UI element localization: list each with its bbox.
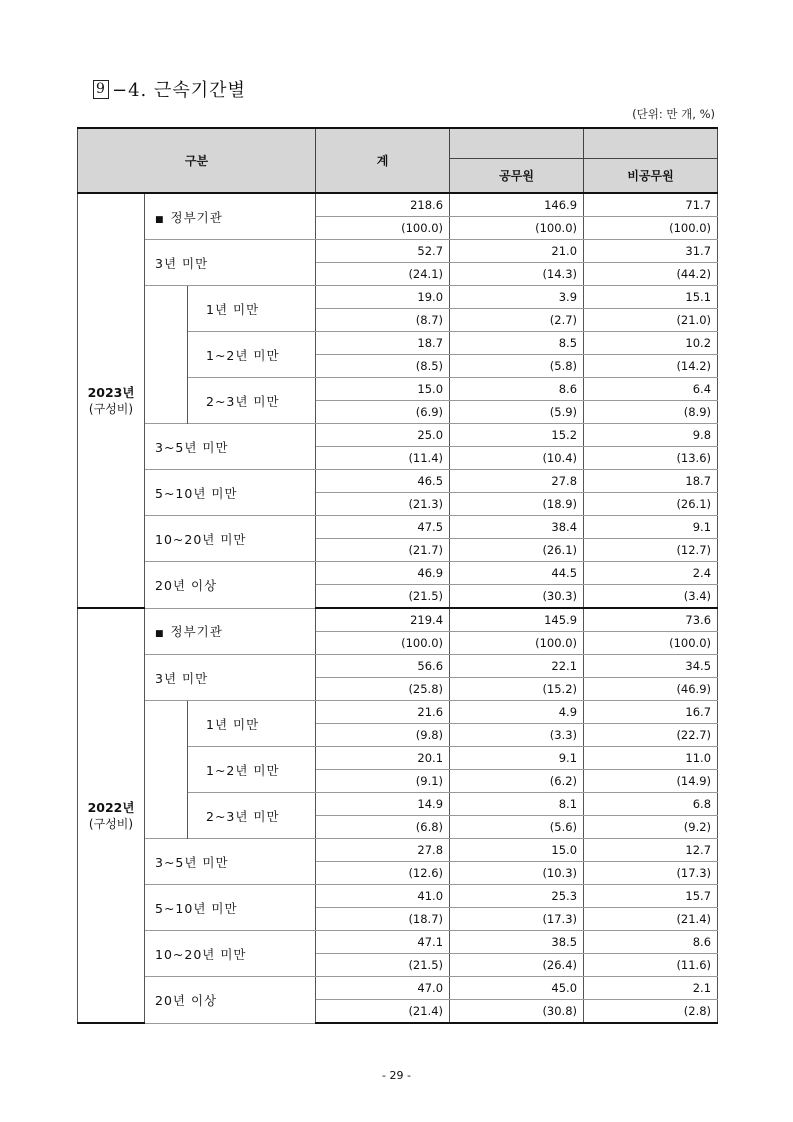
share-cell: (6.2) <box>450 770 584 793</box>
share-cell: (11.4) <box>316 447 450 470</box>
value-cell: 8.1 <box>450 793 584 816</box>
row-label-text: 20년 이상 <box>155 992 218 1008</box>
share-cell: (26.4) <box>450 954 584 977</box>
row-label <box>145 977 316 1024</box>
row-label <box>145 240 316 286</box>
value-cell: 2.1 <box>584 977 718 1000</box>
table-row <box>78 655 718 678</box>
value-cell: 8.6 <box>584 931 718 954</box>
value-cell: 6.4 <box>584 378 718 401</box>
value-cell: 27.8 <box>316 839 450 862</box>
table-row <box>78 424 718 447</box>
share-cell: (100.0) <box>584 217 718 240</box>
year-label: 2023년 <box>87 384 135 400</box>
share-cell: (25.8) <box>316 678 450 701</box>
value-cell: 27.8 <box>450 470 584 493</box>
share-cell: (5.8) <box>450 355 584 378</box>
value-cell: 18.7 <box>584 470 718 493</box>
header-category: 구분 <box>78 128 316 193</box>
row-label <box>145 562 316 609</box>
row-label <box>145 193 316 240</box>
year-cell <box>78 193 145 608</box>
square-bullet-icon: ■ <box>155 214 165 225</box>
section-title <box>93 76 246 102</box>
row-label <box>145 470 316 516</box>
share-cell: (5.6) <box>450 816 584 839</box>
share-cell: (8.7) <box>316 309 450 332</box>
row-label-text: 1년 미만 <box>206 716 260 732</box>
share-cell: (9.1) <box>316 770 450 793</box>
year-share-note: (구성비) <box>88 401 134 416</box>
row-label <box>145 655 316 701</box>
share-cell: (21.5) <box>316 954 450 977</box>
value-cell: 15.7 <box>584 885 718 908</box>
share-cell: (26.1) <box>450 539 584 562</box>
table-row <box>78 516 718 539</box>
share-cell: (21.3) <box>316 493 450 516</box>
value-cell: 9.1 <box>584 516 718 539</box>
page-number: - 29 - <box>382 1069 411 1082</box>
table-row <box>78 470 718 493</box>
share-cell: (17.3) <box>584 862 718 885</box>
value-cell: 73.6 <box>584 608 718 632</box>
indent-cell <box>145 286 188 424</box>
row-label-text: 5~10년 미만 <box>155 900 238 916</box>
value-cell: 15.2 <box>450 424 584 447</box>
share-cell: (22.7) <box>584 724 718 747</box>
header-public: 공무원 <box>450 159 584 194</box>
section-title-text: −4. 근속기간별 <box>112 80 246 101</box>
row-label-text: 5~10년 미만 <box>155 485 238 501</box>
table-row <box>78 562 718 585</box>
value-cell: 31.7 <box>584 240 718 263</box>
header-nonpublic: 비공무원 <box>584 159 718 194</box>
table-row <box>78 608 718 632</box>
row-label-text: 2~3년 미만 <box>206 393 280 409</box>
row-label <box>145 608 316 655</box>
share-cell: (2.7) <box>450 309 584 332</box>
row-label <box>145 931 316 977</box>
share-cell: (3.4) <box>584 585 718 609</box>
value-cell: 38.5 <box>450 931 584 954</box>
share-cell: (8.5) <box>316 355 450 378</box>
row-label-text: 3~5년 미만 <box>155 439 229 455</box>
value-cell: 15.1 <box>584 286 718 309</box>
table-row <box>78 286 718 309</box>
value-cell: 21.6 <box>316 701 450 724</box>
value-cell: 8.6 <box>450 378 584 401</box>
value-cell: 25.3 <box>450 885 584 908</box>
table-row <box>78 701 718 724</box>
value-cell: 18.7 <box>316 332 450 355</box>
value-cell: 16.7 <box>584 701 718 724</box>
row-label-text: 10~20년 미만 <box>155 946 247 962</box>
section-number-box: 9 <box>93 80 109 99</box>
year-cell <box>78 608 145 1023</box>
indent-cell <box>145 701 188 839</box>
value-cell: 46.5 <box>316 470 450 493</box>
share-cell: (46.9) <box>584 678 718 701</box>
share-cell: (14.9) <box>584 770 718 793</box>
value-cell: 38.4 <box>450 516 584 539</box>
share-cell: (26.1) <box>584 493 718 516</box>
row-label-text: 2~3년 미만 <box>206 808 280 824</box>
share-cell: (21.4) <box>584 908 718 931</box>
header-spacer <box>584 128 718 159</box>
value-cell: 45.0 <box>450 977 584 1000</box>
table-row <box>78 193 718 217</box>
row-label-text: 20년 이상 <box>155 577 218 593</box>
row-label <box>188 747 316 793</box>
value-cell: 218.6 <box>316 193 450 217</box>
year-share-note: (구성비) <box>88 816 134 831</box>
share-cell: (11.6) <box>584 954 718 977</box>
value-cell: 19.0 <box>316 286 450 309</box>
row-label-text: 10~20년 미만 <box>155 531 247 547</box>
share-cell: (14.2) <box>584 355 718 378</box>
share-cell: (5.9) <box>450 401 584 424</box>
value-cell: 8.5 <box>450 332 584 355</box>
row-label-text: 3년 미만 <box>155 255 209 271</box>
share-cell: (100.0) <box>450 632 584 655</box>
share-cell: (9.2) <box>584 816 718 839</box>
value-cell: 14.9 <box>316 793 450 816</box>
share-cell: (3.3) <box>450 724 584 747</box>
row-label <box>188 701 316 747</box>
year-label: 2022년 <box>87 799 135 815</box>
row-label <box>188 793 316 839</box>
row-label <box>145 424 316 470</box>
value-cell: 46.9 <box>316 562 450 585</box>
share-cell: (15.2) <box>450 678 584 701</box>
value-cell: 12.7 <box>584 839 718 862</box>
share-cell: (21.7) <box>316 539 450 562</box>
value-cell: 47.0 <box>316 977 450 1000</box>
value-cell: 3.9 <box>450 286 584 309</box>
share-cell: (17.3) <box>450 908 584 931</box>
share-cell: (6.9) <box>316 401 450 424</box>
value-cell: 146.9 <box>450 193 584 217</box>
share-cell: (100.0) <box>584 632 718 655</box>
value-cell: 41.0 <box>316 885 450 908</box>
share-cell: (13.6) <box>584 447 718 470</box>
share-cell: (2.8) <box>584 1000 718 1024</box>
value-cell: 9.8 <box>584 424 718 447</box>
value-cell: 145.9 <box>450 608 584 632</box>
share-cell: (21.4) <box>316 1000 450 1024</box>
row-label-text: 1년 미만 <box>206 301 260 317</box>
share-cell: (8.9) <box>584 401 718 424</box>
row-label <box>188 378 316 424</box>
share-cell: (10.3) <box>450 862 584 885</box>
value-cell: 47.5 <box>316 516 450 539</box>
row-label-text: 정부기관 <box>170 209 223 225</box>
row-label-text: 3~5년 미만 <box>155 854 229 870</box>
table-row <box>78 885 718 908</box>
row-label <box>188 332 316 378</box>
value-cell: 9.1 <box>450 747 584 770</box>
share-cell: (14.3) <box>450 263 584 286</box>
share-cell: (44.2) <box>584 263 718 286</box>
share-cell: (100.0) <box>316 217 450 240</box>
share-cell: (9.8) <box>316 724 450 747</box>
row-label <box>188 286 316 332</box>
header-spacer <box>450 128 584 159</box>
row-label-text: 3년 미만 <box>155 670 209 686</box>
value-cell: 2.4 <box>584 562 718 585</box>
row-label <box>145 885 316 931</box>
share-cell: (21.5) <box>316 585 450 609</box>
value-cell: 44.5 <box>450 562 584 585</box>
value-cell: 20.1 <box>316 747 450 770</box>
value-cell: 4.9 <box>450 701 584 724</box>
value-cell: 34.5 <box>584 655 718 678</box>
value-cell: 22.1 <box>450 655 584 678</box>
row-label-text: 1~2년 미만 <box>206 347 280 363</box>
value-cell: 10.2 <box>584 332 718 355</box>
value-cell: 25.0 <box>316 424 450 447</box>
row-label <box>145 516 316 562</box>
share-cell: (24.1) <box>316 263 450 286</box>
share-cell: (100.0) <box>450 217 584 240</box>
value-cell: 71.7 <box>584 193 718 217</box>
unit-note: (단위: 만 개, %) <box>632 107 715 121</box>
row-label-text: 정부기관 <box>170 624 223 640</box>
share-cell: (10.4) <box>450 447 584 470</box>
share-cell: (18.9) <box>450 493 584 516</box>
value-cell: 47.1 <box>316 931 450 954</box>
share-cell: (12.7) <box>584 539 718 562</box>
table-row <box>78 240 718 263</box>
value-cell: 15.0 <box>450 839 584 862</box>
table-row <box>78 931 718 954</box>
row-label <box>145 839 316 885</box>
value-cell: 52.7 <box>316 240 450 263</box>
row-label-text: 1~2년 미만 <box>206 762 280 778</box>
table-row <box>78 839 718 862</box>
share-cell: (12.6) <box>316 862 450 885</box>
value-cell: 21.0 <box>450 240 584 263</box>
table-row <box>78 977 718 1000</box>
share-cell: (18.7) <box>316 908 450 931</box>
header-total: 계 <box>316 128 450 193</box>
value-cell: 15.0 <box>316 378 450 401</box>
value-cell: 6.8 <box>584 793 718 816</box>
value-cell: 56.6 <box>316 655 450 678</box>
value-cell: 219.4 <box>316 608 450 632</box>
share-cell: (30.3) <box>450 585 584 609</box>
share-cell: (30.8) <box>450 1000 584 1024</box>
share-cell: (100.0) <box>316 632 450 655</box>
tenure-table <box>77 127 718 1024</box>
value-cell: 11.0 <box>584 747 718 770</box>
square-bullet-icon: ■ <box>155 629 165 640</box>
share-cell: (21.0) <box>584 309 718 332</box>
share-cell: (6.8) <box>316 816 450 839</box>
